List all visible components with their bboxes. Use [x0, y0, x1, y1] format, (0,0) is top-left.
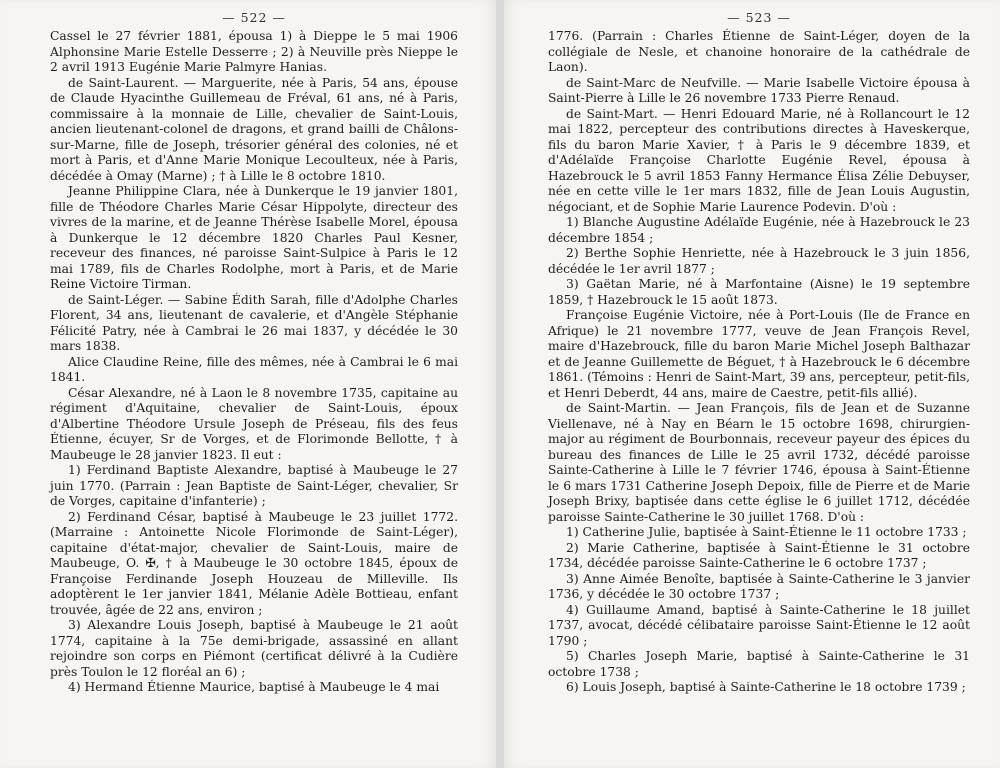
entry-saint-leger: de Saint-Léger. — Sabine Édith Sarah, fille d'Adolphe Charles Florent, 34 ans, lieutenant de cavalerie, et d'Angèle Stéphanie Félicité Patry, née à Cambrai le 26 mai 1837, y décédée le 30 mars 1838. [50, 292, 458, 353]
page-text [548, 29, 970, 696]
paragraph: Cassel le 27 février 1881, épousa 1) à Dieppe le 5 mai 1906 Alphonsine Marie Estelle Desserre ; 2) à Neuville près Nieppe le 2 avril 1913 Eugénie Marie Palmyre Hanias. [50, 29, 458, 74]
list-item: 3) Gaëtan Marie, né à Marfontaine (Aisne) le 19 septembre 1859, † Hazebrouck le 15 août 1873. [548, 277, 970, 307]
list-item: 4) Hermand Étienne Maurice, baptisé à Maubeuge le 4 mai [68, 680, 440, 694]
list-item: 5) Charles Joseph Marie, baptisé à Sainte-Catherine le 31 octobre 1738 ; [548, 649, 970, 679]
list-item: 1) Ferdinand Baptiste Alexandre, baptisé à Maubeuge le 27 juin 1770. (Parrain : Jean Baptiste de Saint-Léger, chevalier, Sr de Vorges, capitaine d'infanterie) ; [50, 463, 458, 508]
right-page [504, 0, 1000, 768]
list-item: 3) Anne Aimée Benoîte, baptisée à Sainte-Catherine le 3 janvier 1736, y décédée le 30 octobre 1737 ; [548, 571, 970, 601]
entry-saint-laurent: de Saint-Laurent. — Marguerite, née à Paris, 54 ans, épouse de Claude Hyacinthe Guillemeau de Fréval, 61 ans, né à Paris, commissaire à la monnaie de Lille, chevalier de Saint-Louis, ancien lieutenant-colonel de dragons, et grand bailli de Châlons-sur-Marne, fille de Joseph, trésorier général des colonies, né et mort à Paris, et d'Anne Marie Monique Lecoulteux, née à Paris, décédée à Omay (Marne) ; † à Lille le 8 octobre 1810. [50, 75, 458, 183]
paragraph: Alice Claudine Reine, fille des mêmes, née à Cambrai le 6 mai 1841. [50, 354, 458, 384]
list-item: 2) Marie Catherine, baptisée à Saint-Étienne le 31 octobre 1734, décédée paroisse Sainte-Catherine le 6 octobre 1737 ; [548, 540, 970, 570]
paragraph: Françoise Eugénie Victoire, née à Port-Louis (Ile de France en Afrique) le 21 novembre 1777, veuve de Jean François Revel, maire d'Hazebrouck, fille du baron Marie Michel Joseph Balthazar et de Jeanne Guillemette de Béguet, † à Hazebrouck le 6 décembre 1861. (Témoins : Henri de Saint-Mart, 39 ans, percepteur, petit-fils, et Henri Deberdt, 44 ans, maire de Caestre, petit-fils allié). [548, 308, 970, 400]
list-item: 2) Berthe Sophie Henriette, née à Hazebrouck le 3 juin 1856, décédée le 1er avril 1877 ; [548, 246, 970, 276]
list-item: 4) Guillaume Amand, baptisé à Sainte-Catherine le 18 juillet 1737, avocat, décédé célibataire paroisse Saint-Étienne le 12 août 1790 ; [548, 602, 970, 648]
paragraph: Jeanne Philippine Clara, née à Dunkerque le 19 janvier 1801, fille de Théodore Charles Marie César Hippolyte, directeur des vivres de la marine, et de Jeanne Thérèse Isabelle Morel, épousa à Dunkerque le 12 décembre 1820 Charles Paul Kesner, receveur des finances, né paroisse Saint-Sulpice à Paris le 12 mai 1789, fils de Charles Rodolphe, mort à Paris, et de Marie Reine Victoire Tirman. [50, 184, 458, 291]
entry-saint-mart: de Saint-Mart. — Henri Edouard Marie, né à Rollancourt le 12 mai 1822, percepteur des contributions directes à Haveskerque, fils du baron Marie Xavier, † à Paris le 9 décembre 1839, et d'Adélaïde Françoise Charlotte Eugénie Revel, épousa à Hazebrouck le 5 avril 1853 Fanny Hermance Élisa Zélie Debuyser, née en cette ville le 1er mars 1832, fille de Jean Louis Augustin, négociant, et de Sophie Marie Laurence Podevin. D'où : [548, 106, 970, 214]
list-item: 2) Ferdinand César, baptisé à Maubeuge le 23 juillet 1772. (Marraine : Antoinette Nicole Florimonde de Saint-Léger), capitaine d'état-major, chevalier de Saint-Louis, maire de Maubeuge, O. ✠, † à Maubeuge le 30 octobre 1845, époux de Françoise Ferdinande Joseph Houzeau de Milleville. Ils adoptèrent le 1er janvier 1841, Mélanie Adèle Bottieau, enfant trouvée, âgée de 22 ans, environ ; [50, 509, 458, 617]
page-text [50, 29, 458, 696]
list-item: 1) Catherine Julie, baptisée à Saint-Étienne le 11 octobre 1733 ; [566, 525, 967, 539]
list-item: 1) Blanche Augustine Adélaïde Eugénie, née à Hazebrouck le 23 décembre 1854 ; [548, 215, 970, 245]
left-page [0, 0, 496, 768]
list-item: 6) Louis Joseph, baptisé à Sainte-Catherine le 18 octobre 1739 ; [566, 680, 966, 694]
page-number: — 522 — [222, 10, 286, 25]
paragraph: 1776. (Parrain : Charles Étienne de Saint-Léger, doyen de la collégiale de Nesle, et chanoine honoraire de la cathédrale de Laon). [548, 29, 970, 74]
list-item: 3) Alexandre Louis Joseph, baptisé à Maubeuge le 21 août 1774, capitaine à la 75e demi-brigade, assassiné en allant rejoindre son corps en Piémont (certificat délivré à la Cudière près Toulon le 12 floréal an 6) ; [50, 618, 458, 679]
paragraph: César Alexandre, né à Laon le 8 novembre 1735, capitaine au régiment d'Aquitaine, chevalier de Saint-Louis, époux d'Albertine Théodore Ursule Joseph de Préseau, fils des feus Étienne, écuyer, Sr de Vorges, et de Florimonde Bellotte, † à Maubeuge le 28 janvier 1823. Il eut : [50, 385, 458, 462]
entry-saint-martin: de Saint-Martin. — Jean François, fils de Jean et de Suzanne Viellenave, né à Nay en Béarn le 15 octobre 1698, chirurgien-major au régiment de Bourbonnais, receveur payeur des épices du bureau des finances de Lille le 25 avril 1732, décédé paroisse Sainte-Catherine à Lille le 7 février 1746, épousa à Saint-Étienne le 6 mars 1731 Catherine Joseph Depoix, fille de Pierre et de Marie Joseph Brixy, baptisée dans cette église le 6 juillet 1712, décédée paroisse Sainte-Catherine le 30 juillet 1768. D'où : [548, 401, 970, 524]
page-number: — 523 — [727, 10, 791, 25]
entry-saint-marc-de-neufville: de Saint-Marc de Neufville. — Marie Isabelle Victoire épousa à Saint-Pierre à Lille le 26 novembre 1733 Pierre Renaud. [548, 75, 970, 105]
